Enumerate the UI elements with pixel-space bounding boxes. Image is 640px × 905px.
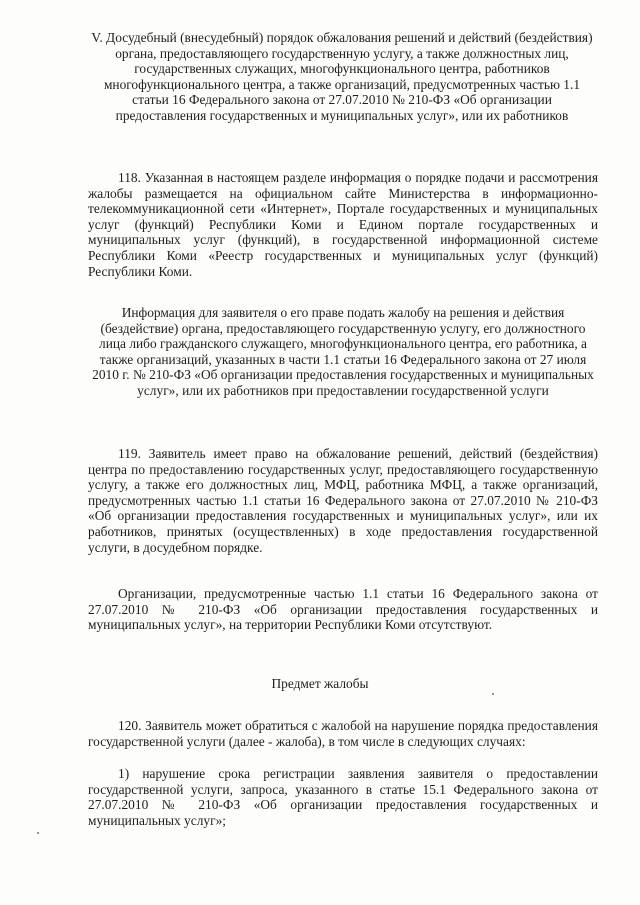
scan-speck bbox=[37, 832, 39, 834]
paragraph-118: 118. Указанная в настоящем разделе информация о порядке подачи и рассмотрения жалобы размещается на официальном сайте Министерства в информационно-телекоммуникационной сети «Интернет», Портале государственных и муниципальных услуг (функций) Республики Коми и Едином портале государственных и муниципальных услуг (функций), в государственной информационной системе Республики Коми «Реестр государственных и муниципальных услуг (функций) Республики Коми. bbox=[88, 170, 598, 279]
paragraph-120: 120. Заявитель может обратиться с жалобой на нарушение порядка предоставления государственной услуги (далее - жалоба), в том числе в следующих случаях: bbox=[88, 718, 598, 749]
complaint-subject-heading: Предмет жалобы bbox=[271, 676, 369, 691]
complaint-right-heading: Информация для заявителя о его праве подать жалобу на решения и действия (бездействие) органа, предоставляющего государственную услугу, его должностного лица либо гражданского служащего, многофункционального центра, его работника, а также организаций, указанных в части 1.1 статьи 16 Федерального закона от 27 июля 2010 г. № 210-ФЗ «Об организации предоставления государственных и муниципальных услуг», или их работников при предоставлении государственной услуги bbox=[92, 305, 594, 398]
paragraph-120-item-1: 1) нарушение срока регистрации заявления заявителя о предоставлении государственной услуги, запроса, указанного в статье 15.1 Федерального закона от 27.07.2010 № 210-ФЗ «Об организации предоставления государственных и муниципальных услуг»; bbox=[88, 766, 598, 828]
paragraph-119: 119. Заявитель имеет право на обжалование решений, действий (бездействия) центра по предоставлению государственных услуг, предоставляющего государственную услугу, а также его должностных лиц, МФЦ, работника МФЦ, а также организаций, предусмотренных частью 1.1 статьи 16 Федерального закона от 27.07.2010 № 210-ФЗ «Об организации предоставления государственных и муниципальных услуг», или их работников, принятых (осуществленных) в ходе предоставления государственной услуги, в досудебном порядке. bbox=[88, 446, 598, 555]
paragraph-119-organizations: Организации, предусмотренные частью 1.1 статьи 16 Федерального закона от 27.07.2010 № 210-ФЗ «Об организации предоставления государственных и муниципальных услуг», на территории Республики Коми отсутствуют. bbox=[88, 586, 598, 633]
section-v-title: V. Досудебный (внесудебный) порядок обжалования решений и действий (бездействия) органа, предоставляющего государственную услугу, а также должностных лиц, государственных служащих, многофункционального центра, работников многофункционального центра, а также организаций, предусмотренных частью 1.1 статьи 16 Федерального закона от 27.07.2010 № 210-ФЗ «Об организации предоставления государственных и муниципальных услуг», или их работников bbox=[91, 30, 593, 123]
scan-speck bbox=[492, 693, 494, 695]
